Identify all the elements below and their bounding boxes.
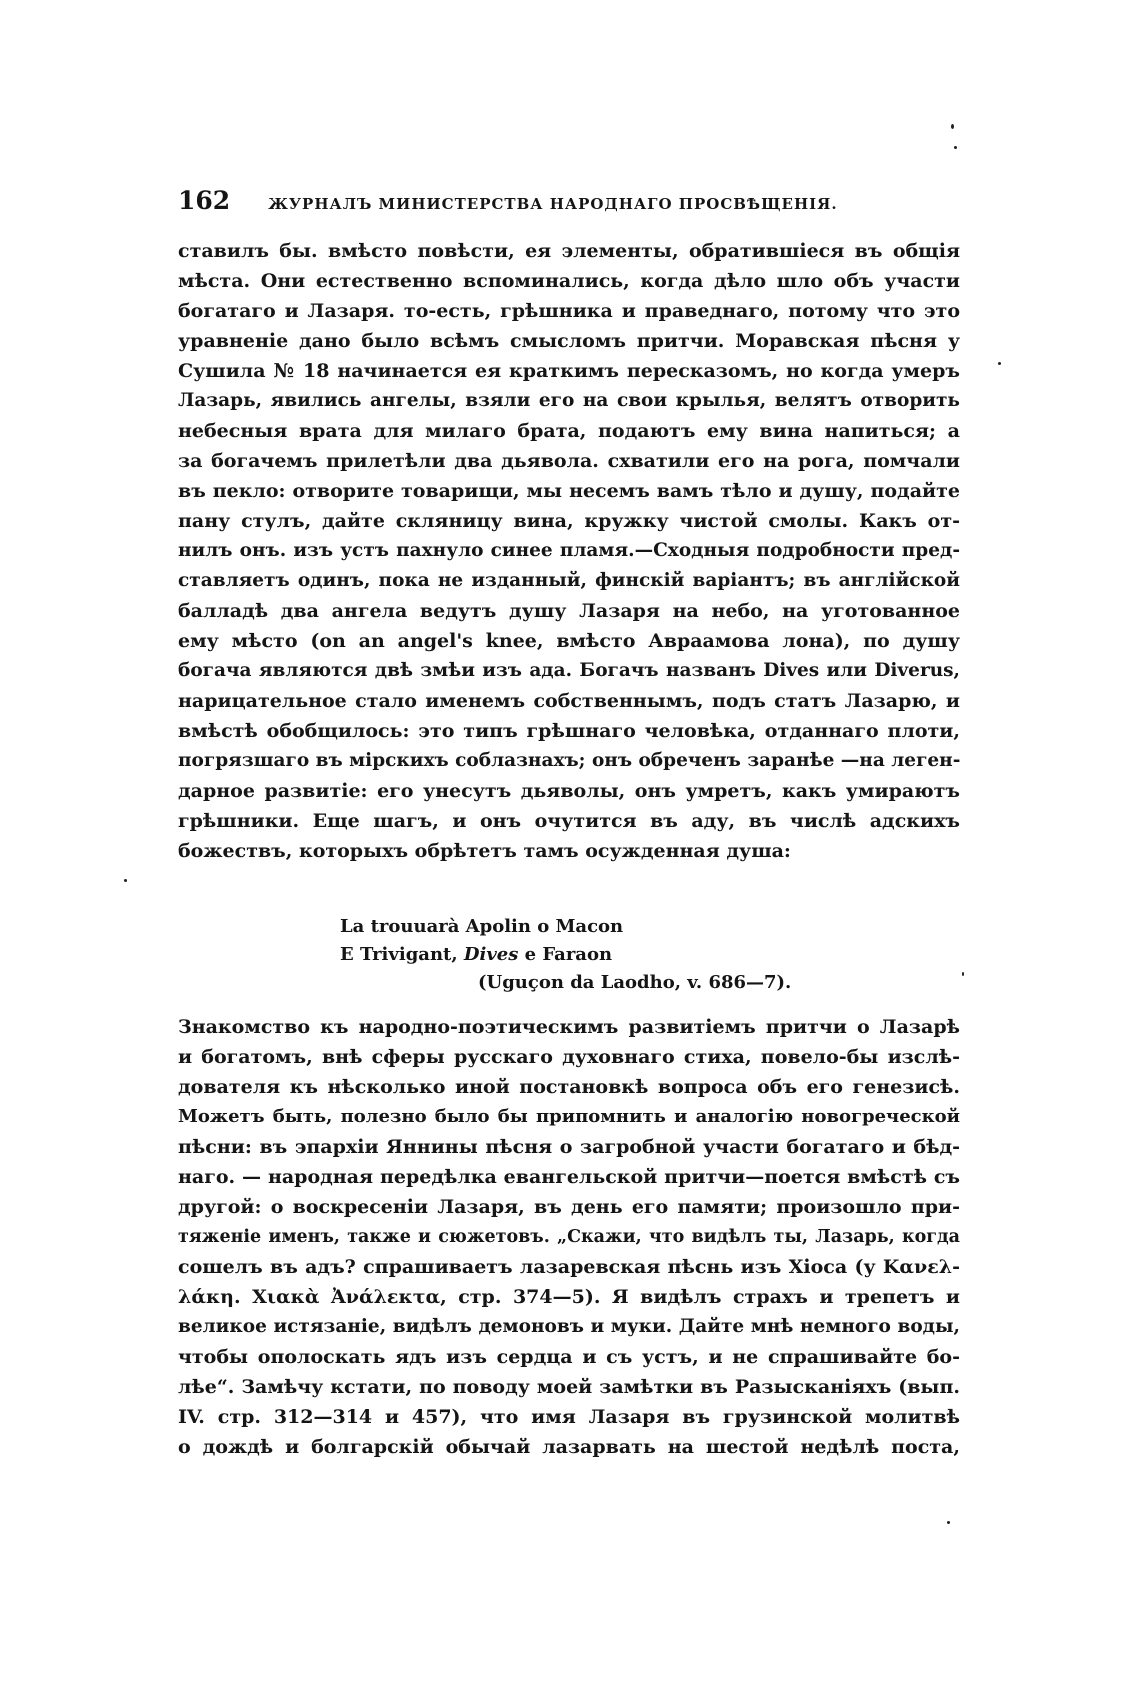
verse-italic-word: Dives — [463, 944, 519, 965]
text-line: Сушила № 18 начинается ея краткимъ пересказомъ, но когда умеръ — [178, 360, 960, 382]
text-line: въ пекло: отворите товарищи, мы несемъ вамъ тѣло и душу, подайте — [178, 480, 960, 502]
verse-line — [0, 941, 1140, 969]
verse-source: (Uguçon da Laodho, v. 686—7). — [478, 972, 792, 993]
text-line: сошелъ въ адъ? спрашиваетъ лазаревская пѣснь изъ Хіоса (у Κανελ- — [178, 1256, 960, 1278]
text-line: дарное развитіе: его унесутъ дьяволы, онъ умретъ, какъ умираютъ — [178, 780, 960, 802]
text-line: балладѣ два ангела ведутъ душу Лазаря на небо, на уготованное — [178, 600, 960, 622]
text-line: нилъ онъ. изъ устъ пахнуло синее пламя.—Сходныя подробности пред- — [178, 540, 960, 561]
print-speck — [998, 362, 1001, 365]
verse-line-part: E Trivigant, — [340, 944, 464, 965]
print-speck — [947, 1521, 950, 1524]
text-line: Можетъ быть, полезно было бы припомнить и аналогію новогреческой — [178, 1106, 960, 1127]
text-line: богача являются двѣ змѣи изъ ада. Богачъ названъ Dives или Diverus, — [178, 660, 960, 681]
page-number: 162 — [178, 186, 231, 215]
text-line: мѣста. Они естественно вспоминались, когда дѣло шло объ участи — [178, 270, 960, 292]
text-line: ставляетъ одинъ, пока не изданный, финскій варіантъ; въ англійской — [178, 570, 960, 591]
text-line: нарицательное стало именемъ собственнымъ, подъ статъ Лазарю, и — [178, 690, 960, 712]
verse-quotation — [0, 913, 1140, 997]
text-line: великое истязаніе, видѣлъ демоновъ и муки. Дайте мнѣ немного воды, — [178, 1316, 960, 1337]
text-line: чтобы ополоскать ядъ изъ сердца и съ устъ, и не спрашивайте бо- — [178, 1346, 960, 1368]
text-line: за богачемъ прилетѣли два дьявола. схватили его на рога, помчали — [178, 450, 960, 472]
print-speck — [124, 879, 127, 882]
text-line: Знакомство къ народно-поэтическимъ развитіемъ притчи о Лазарѣ — [178, 1016, 960, 1038]
text-line: пѣсни: въ эпархіи Яннины пѣсня о загробной участи богатаго и бѣд- — [178, 1136, 960, 1158]
text-line: лѣе“. Замѣчу кстати, по поводу моей замѣтки въ Разысканіяхъ (вып. — [178, 1376, 960, 1398]
running-title: ЖУРНАЛЪ МИНИСТЕРСТВА НАРОДНАГО ПРОСВѢЩЕНІЯ. — [268, 195, 838, 213]
text-line: вмѣстѣ обобщилось: это типъ грѣшнаго человѣка, отданнаго плоти, — [178, 720, 960, 742]
text-line: погрязшаго въ мірскихъ соблазнахъ; онъ обреченъ заранѣе —на леген- — [178, 750, 960, 771]
verse-line-part: e Faraon — [518, 944, 613, 965]
print-speck — [954, 146, 957, 149]
text-line: ставилъ бы. вмѣсто повѣсти, ея элементы, обратившіеся въ общія — [178, 240, 960, 262]
text-line: пану стулъ, дайте скляницу вина, кружку чистой смолы. Какъ от- — [178, 510, 960, 532]
text-line: божествъ, которыхъ обрѣтетъ тамъ осужденная душа: — [178, 840, 791, 862]
verse-line: La trouuarà Apolin o Macon — [340, 916, 624, 937]
print-speck — [951, 124, 954, 129]
text-line: λάκη. Χιακὰ Ἀνάλεκτα, стр. 374—5). Я видѣлъ страхъ и трепетъ и — [178, 1286, 960, 1308]
text-line: IV. стр. 312—314 и 457), что имя Лазаря въ грузинской молитвѣ — [178, 1406, 960, 1428]
text-line: и богатомъ, внѣ сферы русскаго духовнаго стиха, повело-бы изслѣ- — [178, 1046, 960, 1068]
text-line: Лазарь, явились ангелы, взяли его на свои крылья, велятъ отворить — [178, 390, 960, 411]
paragraph-1 — [178, 236, 960, 866]
text-line: ему мѣсто (on an angel's knee, вмѣсто Авраамова лона), по душу — [178, 630, 960, 652]
running-header — [178, 186, 938, 226]
text-line: грѣшники. Еще шагъ, и онъ очутится въ аду, въ числѣ адскихъ — [178, 810, 960, 832]
text-line: дователя къ нѣсколько иной постановкѣ вопроса объ его генезисѣ. — [178, 1076, 960, 1098]
text-line: наго. — народная передѣлка евангельской притчи—поется вмѣстѣ съ — [178, 1166, 960, 1188]
text-line: богатаго и Лазаря. то-есть, грѣшника и праведнаго, потому что это — [178, 300, 960, 322]
text-line: небесныя врата для милаго брата, подаютъ ему вина напиться; а — [178, 420, 960, 442]
paragraph-2 — [178, 1012, 960, 1462]
text-line: тяженіе именъ, также и сюжетовъ. „Скажи, что видѣлъ ты, Лазарь, когда — [178, 1227, 960, 1247]
text-line: уравненіе дано было всѣмъ смысломъ притчи. Моравская пѣсня у — [178, 330, 960, 352]
text-line: другой: о воскресеніи Лазаря, въ день его памяти; произошло при- — [178, 1196, 960, 1218]
text-line: о дождѣ и болгарскій обычай лазарвать на шестой недѣлѣ поста, — [178, 1436, 960, 1458]
